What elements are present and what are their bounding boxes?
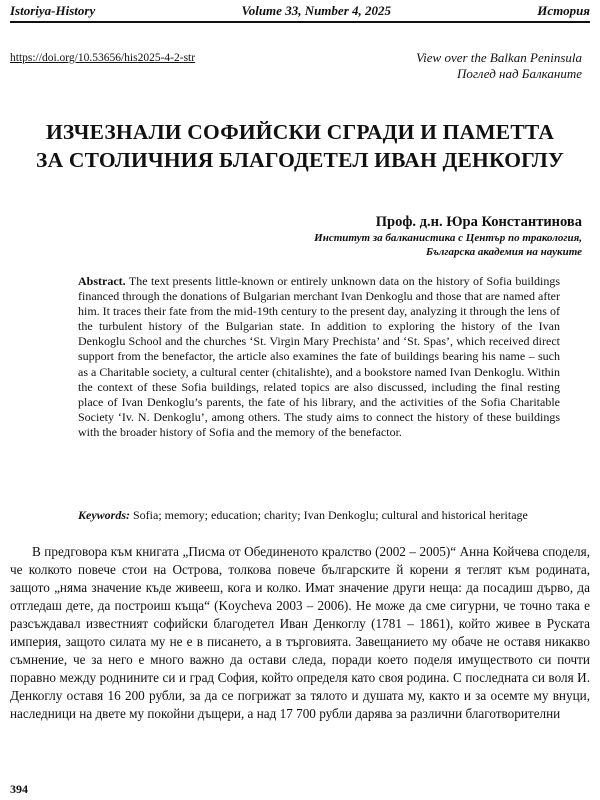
- author-name: Проф. д.н. Юра Константинова: [375, 214, 582, 230]
- body-paragraph: В предговора към книгата „Писма от Обединеното кралство (2002 – 2005)“ Анна Койчева споделя, че колкото повече стои на Острова, толкова повече българските й корени я теглят към родината, защото „няма значение къде живееш, кога и колко. Имат значение други неща: да посадиш дърво, да отгледаш дете, да построиш къща“ (Koycheva 2003 – 2006). Не може да сме сигурни, че точно така е разсъждавал известният софийски благодетел Иван Денкоглу (1781 – 1861), който живее в Руската империя, защото силата му не е в писането, а в търговията. Завещанието му обаче не оставя никакво съмнение, че за него е много важно да остави следа, поради което поделя имуществото си почти поравно между роднините си и град София, който определя като своя родина. С последната си воля И. Денкоглу оставя 16 200 рубли, за да се погрижат за тялото и душата му, както и за осемте му внуци, наследници на двете му покойни дъщери, а над 17 700 рубли дарява за различни благотворителни: [10, 544, 590, 721]
- volume-info: Volume 33, Number 4, 2025: [241, 3, 391, 18]
- journal-name-cyrillic: История: [537, 3, 590, 18]
- affiliation-line-2: Българска академия на науките: [425, 246, 582, 258]
- affiliation-line-1: Институт за балканистика с Център по тракология,: [314, 232, 582, 244]
- keywords-label: Keywords:: [78, 508, 130, 522]
- title-line-2: ЗА СТОЛИЧНИЯ БЛАГОДЕТЕЛ ИВАН ДЕНКОГЛУ: [36, 148, 564, 172]
- journal-name: Istoriya-History: [10, 3, 96, 18]
- keywords: [78, 508, 560, 523]
- doi-link[interactable]: https://doi.org/10.53656/his2025-4-2-str: [10, 52, 196, 64]
- article-title: [10, 118, 590, 174]
- running-header: [10, 2, 590, 20]
- abstract: [78, 274, 560, 440]
- section-heading: [416, 50, 582, 82]
- keywords-text: Sofia; memory; education; charity; Ivan Denkoglu; cultural and historical heritage: [130, 508, 528, 522]
- section-heading-english: View over the Balkan Peninsula: [416, 50, 582, 65]
- header-rule: [10, 21, 590, 23]
- abstract-text: The text presents little-known or entirely unknown data on the history of Sofia buildings financed through the donations of Bulgarian merchant Ivan Denkoglu and those that are named after him. It traces their fate from the mid-19th century to the present day, analyzing it through the lens of the turbulent history of the Bulgarian state. In addition to exploring the history of the Ivan Denkoglu School and the churches ‘St. Virgin Mary Prechista’ and ‘St. Spas’, which received direct support from the benefactor, the article also examines the fate of buildings bearing his name – such as a Charitable society, a cultural center (chitalishte), and a bookstore named Ivan Denkoglu. Within the context of these Sofia buildings, related topics are also discussed, including the final resting place of Ivan Denkoglu’s parents, the fate of his library, and the activities of the Sofia Charitable Society ‘Iv. N. Denkoglu’, among others. The study aims to connect the history of these buildings with the broader history of Sofia and the memory of the benefactor.: [78, 274, 560, 439]
- title-line-1: ИЗЧЕЗНАЛИ СОФИЙСКИ СГРАДИ И ПАМЕТТА: [45, 120, 555, 144]
- page-number: 394: [10, 782, 28, 796]
- abstract-label: Abstract.: [78, 274, 126, 288]
- author-block: [314, 213, 582, 259]
- section-heading-bulgarian: Поглед над Балканите: [456, 66, 582, 81]
